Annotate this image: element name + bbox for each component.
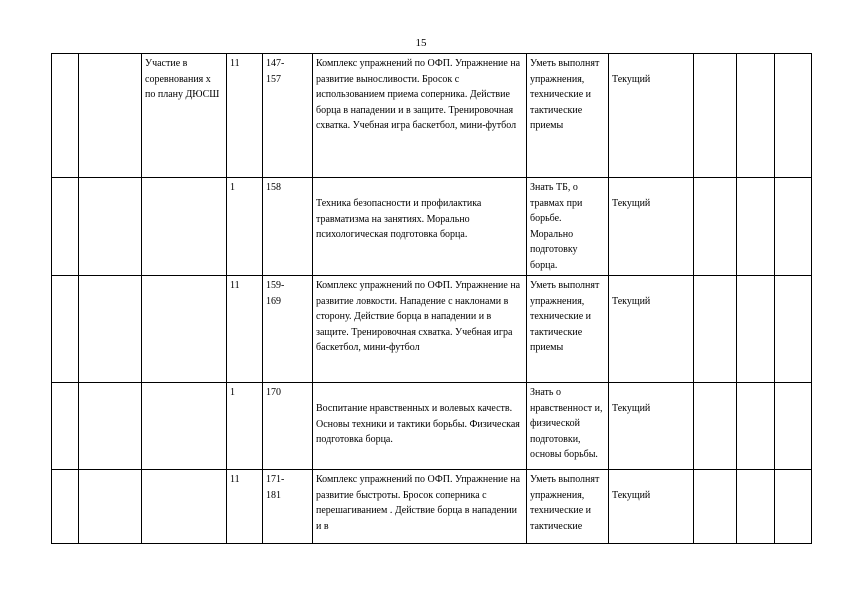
- control-type-cell: Текущий: [609, 276, 694, 383]
- table-cell: [694, 470, 737, 544]
- table-cell: [775, 54, 812, 178]
- table-cell: [79, 178, 142, 276]
- lesson-content-cell: Комплекс упражнений по ОФП. Упражнение на развитие выносливости. Бросок с использованием приема соперника. Действие борца в нападении и в защите. Тренировочная схватка. Учебная игра баскетбол, мини-футбол: [313, 54, 527, 178]
- lesson-numbers-cell: 170: [263, 383, 313, 470]
- control-type-cell: Текущий: [609, 383, 694, 470]
- lesson-numbers-cell: 171- 181: [263, 470, 313, 544]
- control-type-cell: Текущий: [609, 54, 694, 178]
- table-row: [52, 178, 812, 276]
- hours-cell: 11: [227, 54, 263, 178]
- hours-cell: 1: [227, 383, 263, 470]
- table-cell: [694, 276, 737, 383]
- table-cell: [694, 383, 737, 470]
- table-cell: [737, 54, 775, 178]
- activity-type-cell: [142, 276, 227, 383]
- lesson-content-cell: Комплекс упражнений по ОФП. Упражнение на развитие быстроты. Бросок соперника с перешагиванием . Действие борца в нападении и в: [313, 470, 527, 544]
- lesson-content-cell: Техника безопасности и профилактика травматизма на занятиях. Морально психологическая подготовка борца.: [313, 178, 527, 276]
- control-type-cell: Текущий: [609, 470, 694, 544]
- table-cell: [52, 54, 79, 178]
- table-cell: [79, 470, 142, 544]
- table-cell: [737, 470, 775, 544]
- hours-cell: 11: [227, 470, 263, 544]
- table-cell: [737, 383, 775, 470]
- activity-type-cell: [142, 470, 227, 544]
- requirements-cell: Знать о нравственност и, физической подготовки, основы борьбы.: [527, 383, 609, 470]
- table-cell: [775, 276, 812, 383]
- control-type-cell: Текущий: [609, 178, 694, 276]
- table-cell: [694, 54, 737, 178]
- hours-cell: 1: [227, 178, 263, 276]
- requirements-cell: Уметь выполнят упражнения, технические и тактические приемы: [527, 54, 609, 178]
- table-cell: [79, 383, 142, 470]
- table-cell: [775, 383, 812, 470]
- lesson-numbers-cell: 159- 169: [263, 276, 313, 383]
- table-cell: [79, 54, 142, 178]
- table-row: [52, 470, 812, 544]
- lesson-numbers-cell: 158: [263, 178, 313, 276]
- table-cell: [775, 178, 812, 276]
- page-number: 15: [415, 37, 427, 49]
- lesson-plan-table: [51, 53, 812, 544]
- table-cell: [52, 276, 79, 383]
- table-cell: [775, 470, 812, 544]
- activity-type-cell: [142, 383, 227, 470]
- table-cell: [52, 178, 79, 276]
- table-row: [52, 383, 812, 470]
- requirements-cell: Знать ТБ, о травмах при борьбе. Морально подготовку борца.: [527, 178, 609, 276]
- table-cell: [52, 470, 79, 544]
- table-cell: [694, 178, 737, 276]
- activity-type-cell: Участие в соревнования х по плану ДЮСШ: [142, 54, 227, 178]
- table-cell: [737, 178, 775, 276]
- lesson-content-cell: Воспитание нравственных и волевых качеств. Основы техники и тактики борьбы. Физическая подготовка борца.: [313, 383, 527, 470]
- activity-type-cell: [142, 178, 227, 276]
- hours-cell: 11: [227, 276, 263, 383]
- lesson-numbers-cell: 147- 157: [263, 54, 313, 178]
- requirements-cell: Уметь выполнят упражнения, технические и тактические: [527, 470, 609, 544]
- requirements-cell: Уметь выполнят упражнения, технические и тактические приемы: [527, 276, 609, 383]
- table-cell: [79, 276, 142, 383]
- table-row: [52, 54, 812, 178]
- table-cell: [737, 276, 775, 383]
- table-cell: [52, 383, 79, 470]
- table-row: [52, 276, 812, 383]
- lesson-content-cell: Комплекс упражнений по ОФП. Упражнение на развитие ловкости. Нападение с наклонами в сторону. Действие борца в нападении и в защите. Тренировочная схватка. Учебная игра баскетбол, мини-футбол: [313, 276, 527, 383]
